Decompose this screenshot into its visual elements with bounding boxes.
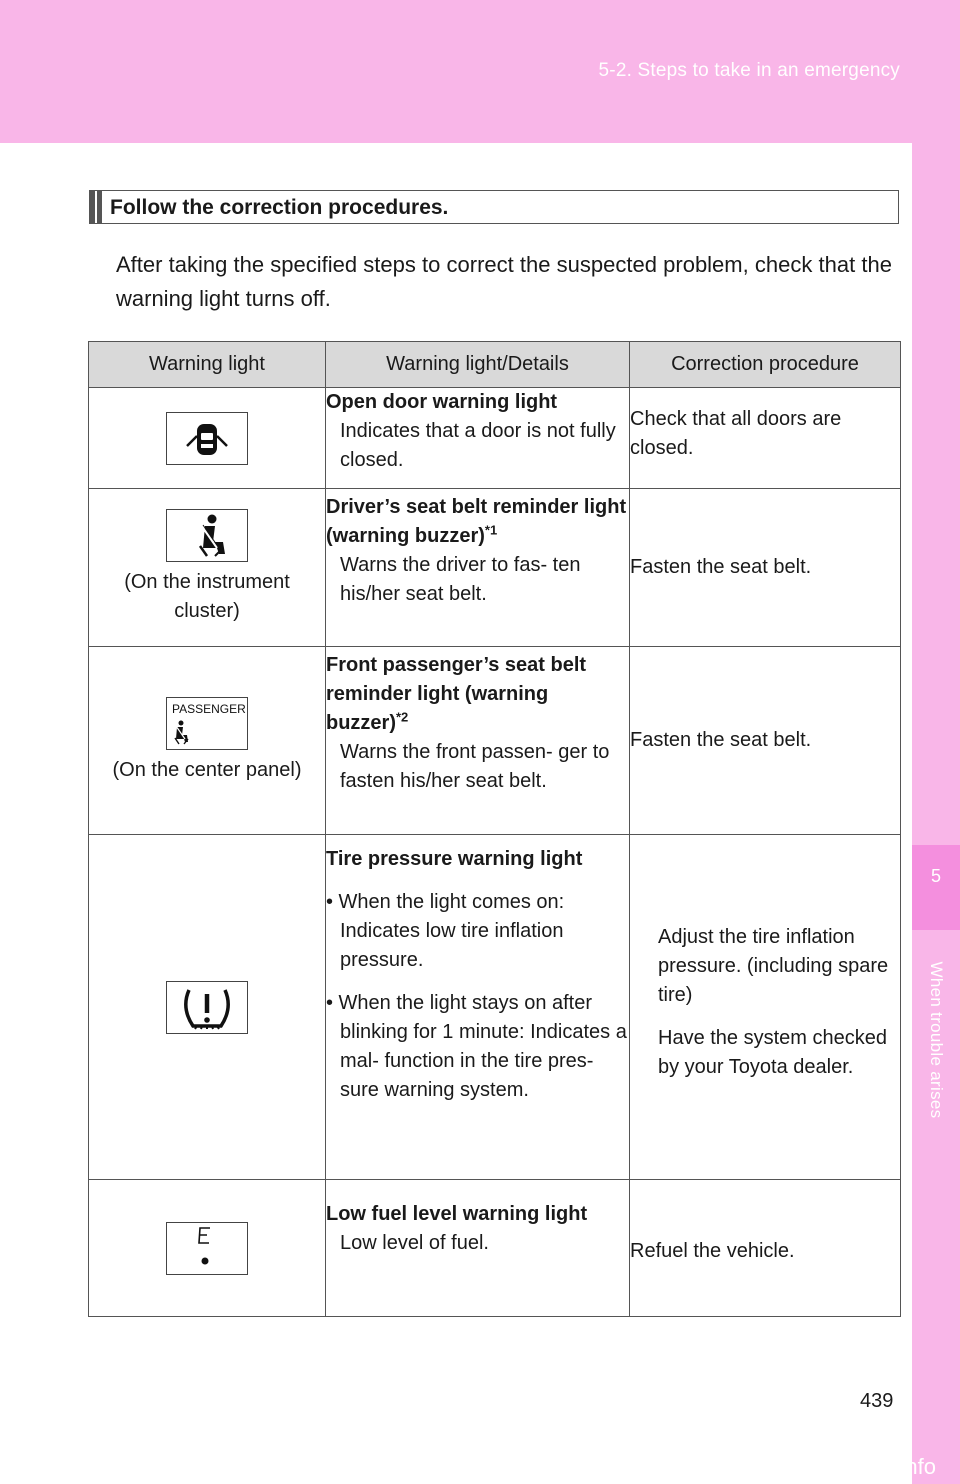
correction-light-on: Adjust the tire inflation pressure. (including spare tire) [658, 926, 889, 1006]
light-title: Open door warning light [326, 391, 558, 413]
warning-light-table [88, 341, 901, 1317]
details-cell [326, 388, 630, 489]
section-header: 5-2. Steps to take in an emergency [598, 60, 900, 81]
intro-paragraph: After taking the specified steps to correct the suspected problem, check that the warning light turns off. [116, 252, 892, 311]
footnote-marker: *2 [396, 709, 409, 725]
side-tab-label: When trouble arises [927, 961, 946, 1119]
table-row [89, 835, 901, 1180]
light-title: Low fuel level warning light [326, 1203, 588, 1225]
correction-cell: Refuel the vehicle. [630, 1180, 901, 1317]
table-header-row [89, 342, 901, 388]
section-heading [89, 190, 899, 224]
table-row [89, 1180, 901, 1317]
light-title-text: Driver’s seat belt reminder light (warning buzzer) [326, 496, 627, 547]
details-cell [326, 647, 630, 835]
correction-light-blinking: Have the system checked by your Toyota dealer. [658, 1027, 887, 1078]
icon-location-caption: (On the instrument cluster) [124, 571, 290, 622]
table-row [89, 647, 901, 835]
passenger-seat-belt-icon [166, 697, 248, 750]
details-cell [326, 1180, 630, 1317]
light-details: Low level of fuel. [340, 1232, 489, 1254]
correction-cell: Fasten the seat belt. [630, 489, 901, 647]
low-fuel-icon [166, 1222, 248, 1275]
open-door-icon [166, 412, 248, 465]
column-header-details: Warning light/Details [326, 342, 630, 388]
icon-cell [89, 647, 326, 835]
side-tab [912, 143, 960, 1484]
light-title: Tire pressure warning light [326, 848, 583, 870]
heading-text: Follow the correction procedures. [110, 196, 449, 219]
condition-light-on: • When the light comes on: Indicates low tire inflation pressure. [326, 891, 565, 971]
light-title [326, 493, 629, 551]
passenger-icon-text: PASSENGER [172, 701, 246, 716]
side-tab-number: 5 [930, 866, 941, 886]
light-details: Warns the front passen- ger to fasten his/her seat belt. [340, 741, 610, 792]
seat-belt-icon [166, 509, 248, 562]
icon-location-caption: (On the center panel) [112, 758, 302, 781]
heading-bar [90, 191, 102, 223]
column-header-warning-light: Warning light [89, 342, 326, 388]
page-number: 439 [860, 1390, 894, 1412]
correction-cell: Check that all doors are closed. [630, 388, 901, 489]
correction-cell [630, 835, 901, 1180]
table-row [89, 489, 901, 647]
side-tab-number-box [912, 845, 960, 930]
column-header-correction: Correction procedure [630, 342, 901, 388]
icon-cell [89, 388, 326, 489]
condition-light-blinking: • When the light stays on after blinking for 1 minute: Indicates a mal- function in the tire pres- sure warning system. [326, 992, 627, 1101]
light-details: Warns the driver to fas- ten his/her seat belt. [340, 554, 581, 605]
light-title [326, 651, 629, 738]
watermark: carmanualsonline.info [721, 1454, 936, 1479]
tire-pressure-icon [166, 981, 248, 1034]
details-cell [326, 835, 630, 1180]
details-cell [326, 489, 630, 647]
icon-cell [89, 1180, 326, 1317]
light-title-text: Front passenger’s seat belt reminder light (warning buzzer) [326, 654, 587, 734]
table-row [89, 388, 901, 489]
icon-cell [89, 835, 326, 1180]
light-details: Indicates that a door is not fully closed. [340, 420, 616, 471]
footnote-marker: *1 [484, 522, 498, 538]
correction-cell: Fasten the seat belt. [630, 647, 901, 835]
icon-cell [89, 489, 326, 647]
